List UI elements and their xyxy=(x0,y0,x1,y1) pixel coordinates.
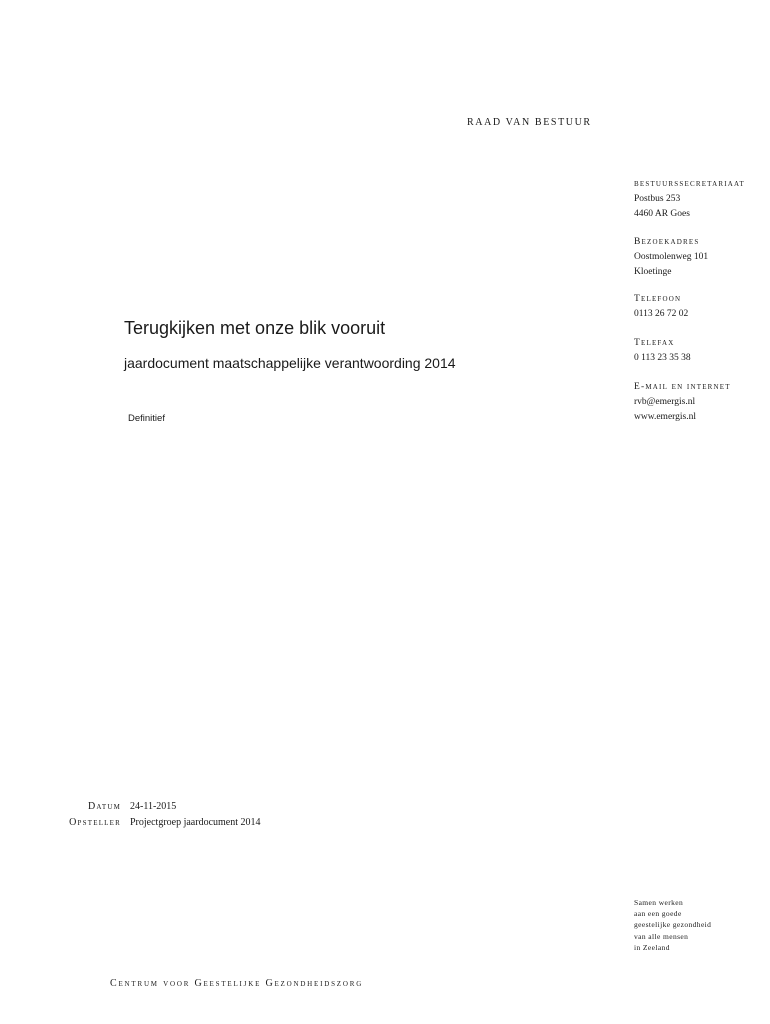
contact-heading: Bezoekadres xyxy=(634,237,700,247)
slogan-line: aan een goede xyxy=(634,909,682,919)
contact-line: 0113 26 72 02 xyxy=(634,309,689,319)
slogan xyxy=(634,897,711,953)
author-label: Opsteller xyxy=(69,817,121,828)
organization-name: Centrum voor Geestelijke Gezondheidszorg xyxy=(110,978,364,989)
date-value: 24-11-2015 xyxy=(130,801,177,812)
meta-date-row xyxy=(0,801,770,815)
slogan-line: Samen werken xyxy=(634,898,684,907)
contact-block-secretariat xyxy=(634,177,745,222)
document-title: Terugkijken met onze blik vooruit xyxy=(124,318,386,338)
contact-heading: Telefoon xyxy=(634,294,682,304)
document-status: Definitief xyxy=(128,413,165,424)
contact-heading: bestuurssecretariaat xyxy=(634,179,745,189)
contact-email: rvb@emergis.nl xyxy=(634,397,696,407)
department-name: RAAD VAN BESTUUR xyxy=(467,117,592,128)
contact-line: 0 113 23 35 38 xyxy=(634,353,691,363)
contact-line: Oostmolenweg 101 xyxy=(634,252,709,262)
slogan-line: geestelijke gezondheid xyxy=(634,920,712,930)
slogan-line: van alle mensen xyxy=(634,931,689,941)
date-label: Datum xyxy=(87,801,121,812)
contact-line: Postbus 253 xyxy=(634,194,681,204)
contact-line: Kloetinge xyxy=(634,267,672,277)
contact-heading: E-mail en internet xyxy=(634,382,731,392)
meta-author-row xyxy=(0,817,770,831)
contact-block-email-internet xyxy=(634,380,731,425)
contact-line: 4460 AR Goes xyxy=(634,209,690,219)
contact-block-fax xyxy=(634,336,691,366)
author-value: Projectgroep jaardocument 2014 xyxy=(130,817,261,828)
contact-website: www.emergis.nl xyxy=(634,412,697,422)
contact-block-visit-address xyxy=(634,235,708,280)
contact-heading: Telefax xyxy=(634,338,675,348)
contact-block-phone xyxy=(634,292,688,322)
document-subtitle: jaardocument maatschappelijke verantwoording 2014 xyxy=(124,355,456,371)
slogan-line: in Zeeland xyxy=(634,942,670,952)
